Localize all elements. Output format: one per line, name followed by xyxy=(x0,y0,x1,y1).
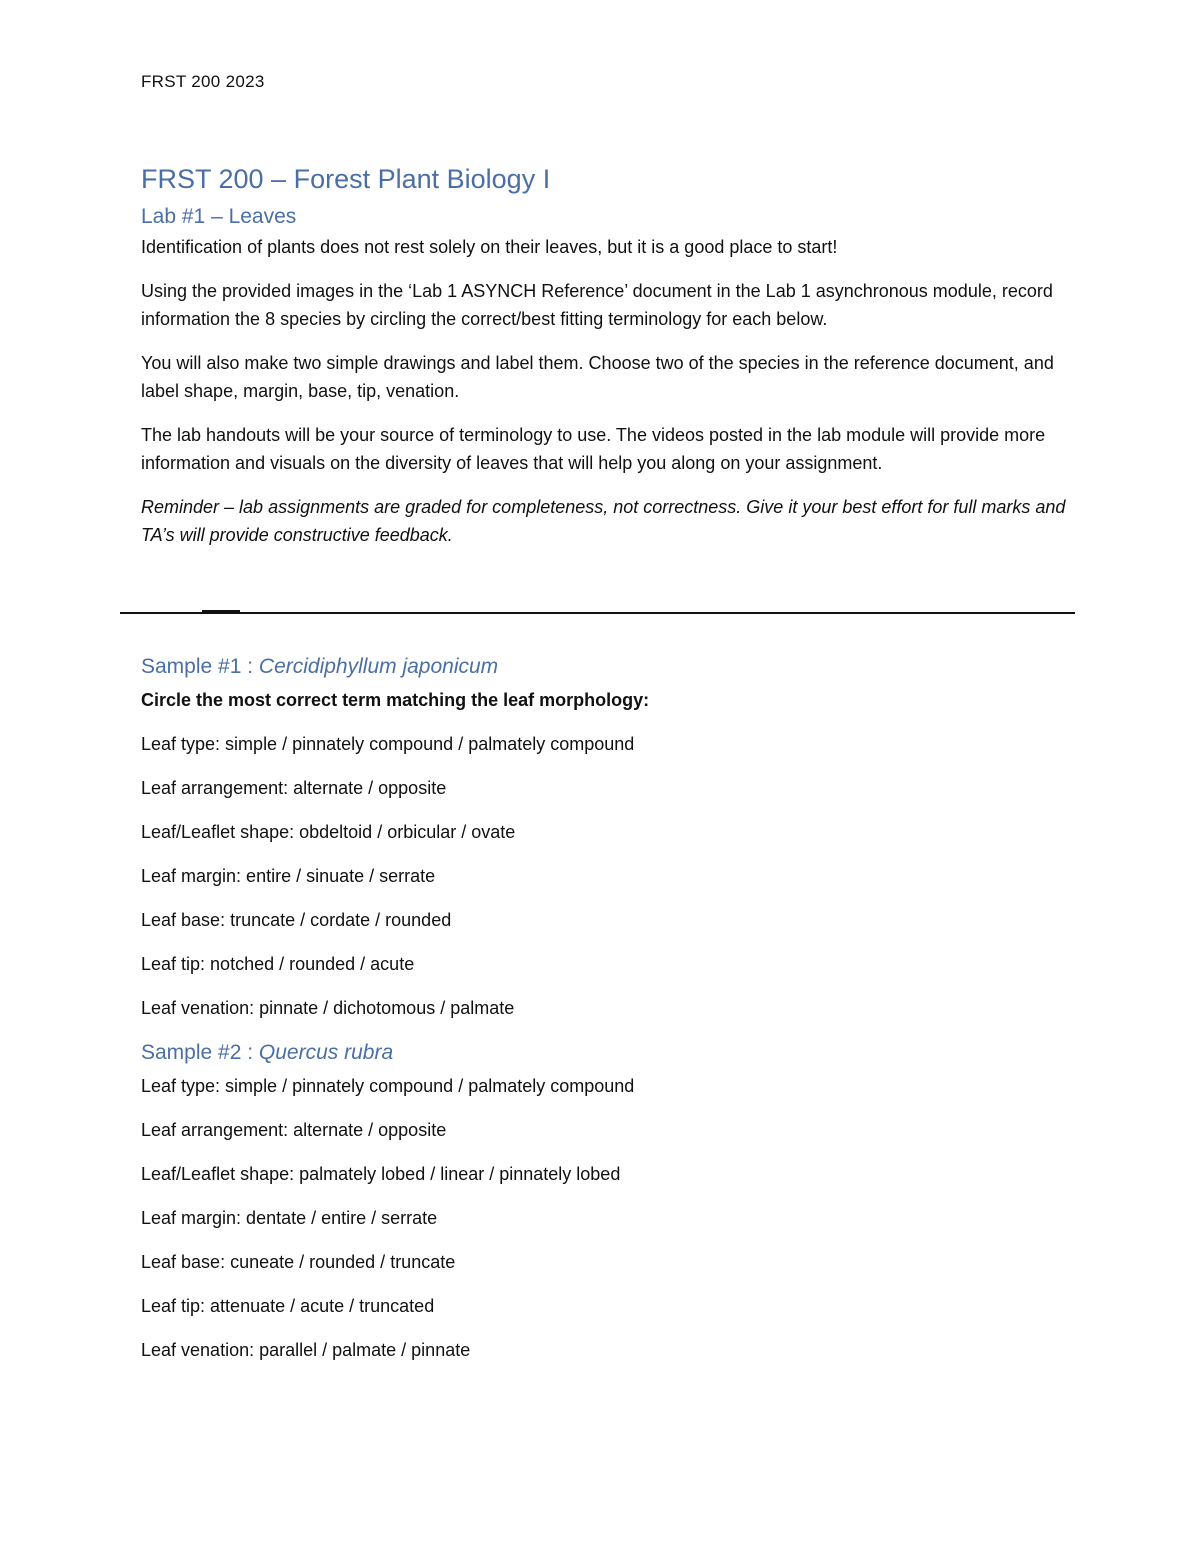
sample-1-leaf-type: Leaf type: simple / pinnately compound / palmately compound xyxy=(141,734,635,754)
sample-2-leaf-margin: Leaf margin: dentate / entire / serrate xyxy=(141,1208,438,1228)
intro-paragraph-3: You will also make two simple drawings and label them. Choose two of the species in the reference document, and label shape, margin, base, tip, venation. xyxy=(141,353,1054,402)
sample-1-leaf-base: Leaf base: truncate / cordate / rounded xyxy=(141,910,452,930)
sample-1-leaf-margin: Leaf margin: entire / sinuate / serrate xyxy=(141,866,436,886)
sample-1-title xyxy=(141,652,1071,682)
divider-mark xyxy=(202,610,240,613)
sample-1-leaf-shape: Leaf/Leaflet shape: obdeltoid / orbicular / ovate xyxy=(141,822,516,842)
sample-2-leaf-arrangement: Leaf arrangement: alternate / opposite xyxy=(141,1120,447,1140)
document-title: FRST 200 – Forest Plant Biology I xyxy=(141,164,551,194)
intro-paragraph-1: Identification of plants does not rest solely on their leaves, but it is a good place to start! xyxy=(141,237,838,258)
sample-2 xyxy=(141,1038,1071,1364)
sample-2-leaf-venation: Leaf venation: parallel / palmate / pinnate xyxy=(141,1340,471,1360)
sample-2-leaf-shape: Leaf/Leaflet shape: palmately lobed / linear / pinnately lobed xyxy=(141,1164,621,1184)
intro-paragraph-4: The lab handouts will be your source of terminology to use. The videos posted in the lab module will provide more information and visuals on the diversity of leaves that will help you along on your assignment. xyxy=(141,425,1046,474)
sample-1-species: Cercidiphyllum japonicum xyxy=(258,655,499,678)
sample-2-prefix: Sample #2 : xyxy=(141,1041,259,1064)
sample-1-leaf-tip: Leaf tip: notched / rounded / acute xyxy=(141,954,415,974)
intro-section xyxy=(141,164,1071,565)
samples-section xyxy=(141,652,1071,1380)
sample-2-species: Quercus rubra xyxy=(258,1041,394,1064)
reminder-paragraph: Reminder – lab assignments are graded for completeness, not correctness. Give it your best effort for full marks and TA’s will provide constructive feedback. xyxy=(141,497,1066,546)
page-header: FRST 200 2023 xyxy=(141,72,265,91)
sample-1-prefix: Sample #1 : xyxy=(141,655,259,678)
sample-1-leaf-venation: Leaf venation: pinnate / dichotomous / palmate xyxy=(141,998,515,1018)
intro-paragraph-2: Using the provided images in the ‘Lab 1 ASYNCH Reference’ document in the Lab 1 asynchronous module, record information the 8 species by circling the correct/best fitting terminology for each below. xyxy=(141,281,1053,330)
sample-2-leaf-tip: Leaf tip: attenuate / acute / truncated xyxy=(141,1296,435,1316)
sample-1 xyxy=(141,652,1071,1022)
sample-2-title xyxy=(141,1038,1071,1068)
sample-2-leaf-base: Leaf base: cuneate / rounded / truncate xyxy=(141,1252,456,1272)
sample-1-instruction: Circle the most correct term matching the leaf morphology: xyxy=(141,690,650,710)
section-divider xyxy=(120,610,1075,616)
divider-line xyxy=(120,612,1075,614)
lab-title: Lab #1 – Leaves xyxy=(141,205,297,229)
sample-1-leaf-arrangement: Leaf arrangement: alternate / opposite xyxy=(141,778,447,798)
sample-2-leaf-type: Leaf type: simple / pinnately compound / palmately compound xyxy=(141,1076,635,1096)
